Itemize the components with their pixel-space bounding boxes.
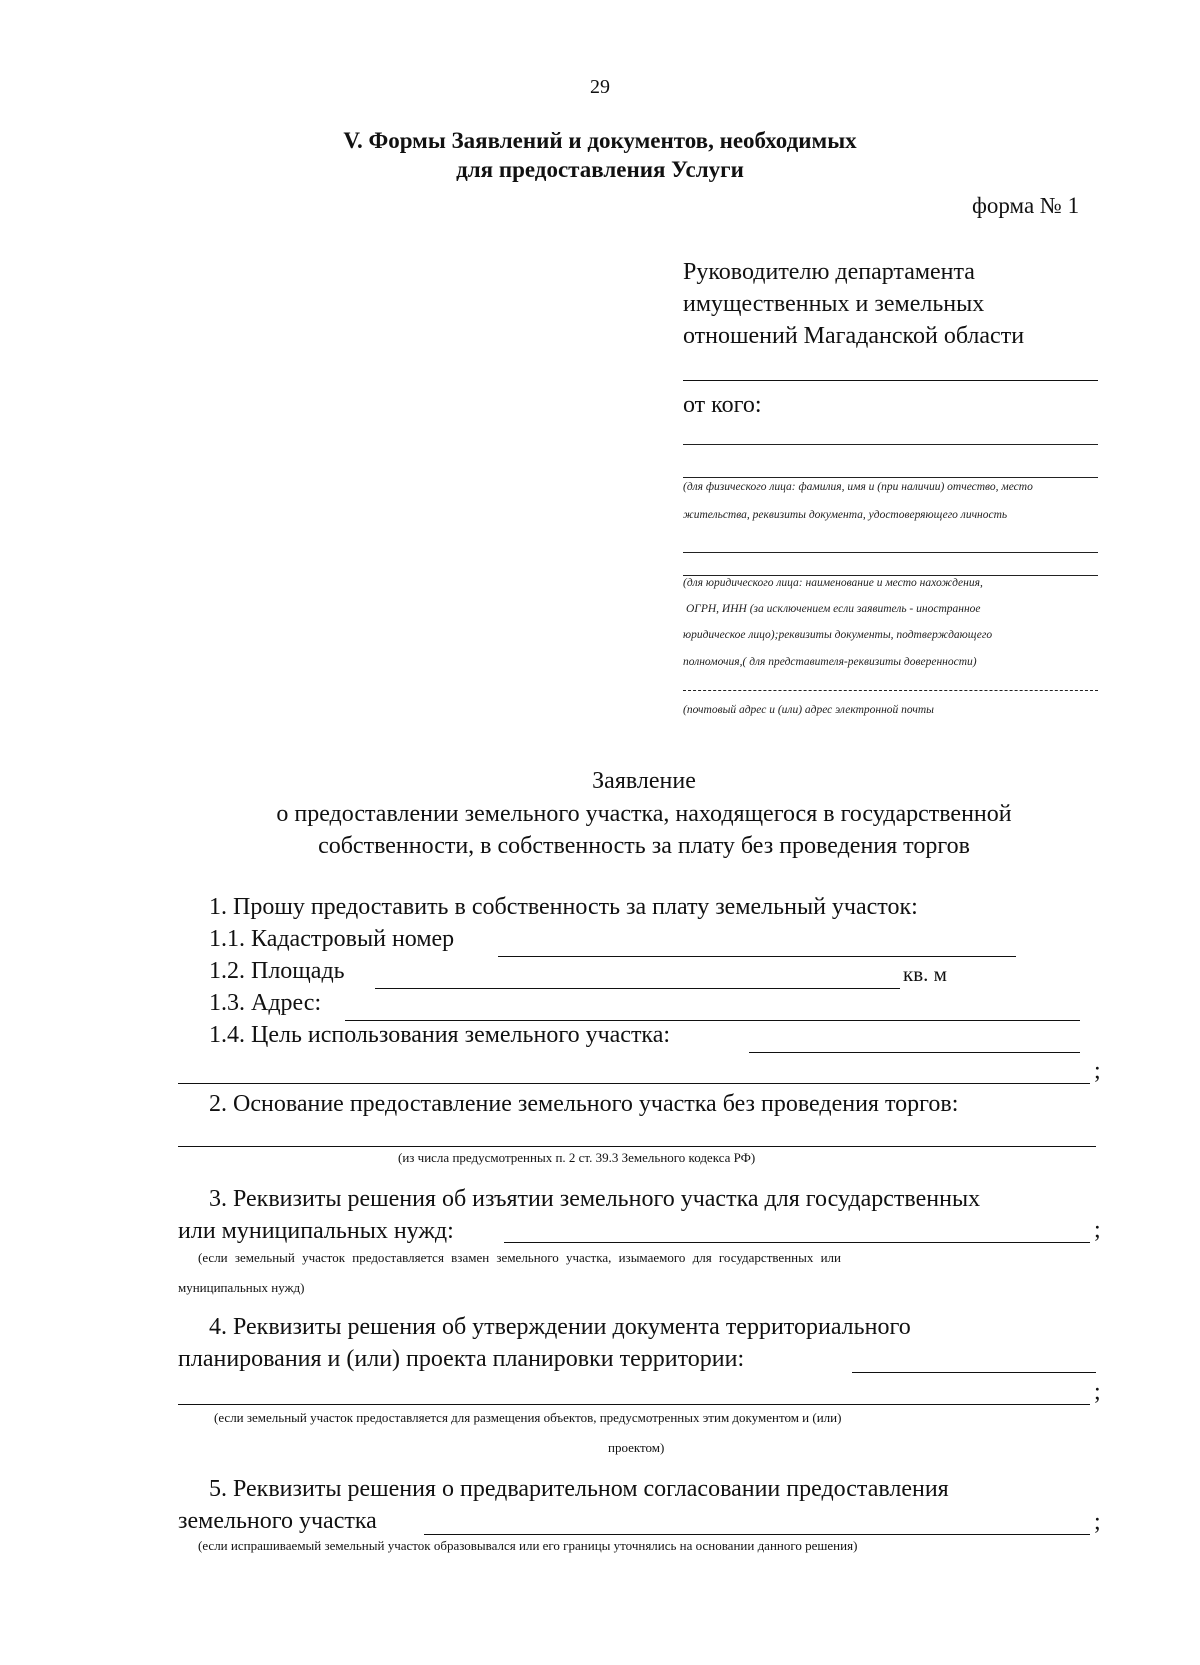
semicolon-5: ; (1094, 1509, 1101, 1535)
note-legal-3: юридическое лицо);реквизиты документы, подтверждающего (683, 629, 993, 641)
from-line-5 (683, 690, 1098, 691)
statement-subtitle-2: собственности, в собственность за плату без проведения торгов (318, 833, 970, 859)
addressee-line2: имущественных и земельных (683, 291, 985, 317)
item-3-note-2: муниципальных нужд) (178, 1280, 305, 1295)
from-line-3 (683, 552, 1098, 553)
form-number-label: форма № 1 (972, 193, 1080, 218)
item-2: 2. Основание предоставление земельного участка без проведения торгов: (209, 1091, 959, 1117)
item-4-line1: 4. Реквизиты решения об утверждении документа территориального (209, 1314, 911, 1340)
item-2-note: (из числа предусмотренных п. 2 ст. 39.3 Земельного кодекса РФ) (398, 1150, 756, 1165)
area-unit: кв. м (903, 962, 947, 986)
semicolon-4: ; (1094, 1379, 1101, 1405)
item-5-line2: земельного участка (178, 1508, 377, 1534)
planning-decision-field-2[interactable] (178, 1404, 1090, 1405)
item-5-note: (если испрашиваемый земельный участок образовывался или его границы уточнялись на основании данного решения) (198, 1538, 858, 1553)
cadastral-number-field[interactable] (498, 956, 1016, 957)
from-line-2 (683, 477, 1098, 478)
note-contacts: (почтовый адрес и (или) адрес электронной почты (683, 704, 934, 716)
item-1-2-label: 1.2. Площадь (209, 958, 345, 984)
addressee-line3: отношений Магаданской области (683, 323, 1025, 349)
planning-decision-field-1[interactable] (852, 1372, 1096, 1373)
addressee-signature-line (683, 380, 1098, 381)
item-4-note-1: (если земельный участок предоставляется для размещения объектов, предусмотренных этим документом и (или) (214, 1410, 842, 1425)
item-1-1-label: 1.1. Кадастровый номер (209, 926, 455, 952)
note-legal-2: ОГРН, ИНН (за исключением если заявитель - иностранное (686, 603, 981, 615)
page-number: 29 (590, 76, 610, 98)
item-3-note-1: (если земельный участок предоставляется взамен земельного участка, изымаемого для государственных или (198, 1250, 842, 1265)
from-line-4 (683, 575, 1098, 576)
semicolon-1-4: ; (1094, 1058, 1101, 1084)
note-legal-4: полномочия,( для представителя-реквизиты доверенности) (683, 656, 977, 668)
section-title-line2: для предоставления Услуги (456, 157, 744, 182)
addressee-line1: Руководителю департамента (683, 259, 975, 285)
item-1-4-label: 1.4. Цель использования земельного участка: (209, 1022, 671, 1048)
from-label: от кого: (683, 392, 762, 418)
note-physical-1: (для физического лица: фамилия, имя и (при наличии) отчество, место (683, 481, 1033, 493)
preliminary-approval-field[interactable] (424, 1534, 1090, 1535)
note-physical-2: жительства, реквизиты документа, удостоверяющего личность (683, 509, 1008, 521)
statement-title: Заявление (592, 768, 696, 794)
seizure-decision-field[interactable] (504, 1242, 1090, 1243)
basis-field[interactable] (178, 1146, 1096, 1147)
item-3-line2: или муниципальных нужд: (178, 1218, 454, 1244)
purpose-field-1[interactable] (749, 1052, 1080, 1053)
note-legal-1: (для юридического лица: наименование и место нахождения, (683, 577, 983, 589)
item-1: 1. Прошу предоставить в собственность за плату земельный участок: (209, 894, 918, 920)
item-1-3-label: 1.3. Адрес: (209, 990, 322, 1016)
purpose-field-2[interactable] (178, 1083, 1090, 1084)
item-5-line1: 5. Реквизиты решения о предварительном согласовании предоставления (209, 1476, 949, 1502)
item-3-line1: 3. Реквизиты решения об изъятии земельного участка для государственных (209, 1186, 981, 1212)
statement-subtitle-1: о предоставлении земельного участка, находящегося в государственной (276, 801, 1012, 827)
semicolon-3: ; (1094, 1217, 1101, 1243)
area-field[interactable] (375, 988, 900, 989)
from-line-1 (683, 444, 1098, 445)
address-field[interactable] (345, 1020, 1080, 1021)
item-4-note-2: проектом) (608, 1440, 665, 1455)
item-4-line2: планирования и (или) проекта планировки территории: (178, 1346, 745, 1372)
section-title-line1: V. Формы Заявлений и документов, необходимых (343, 128, 857, 153)
